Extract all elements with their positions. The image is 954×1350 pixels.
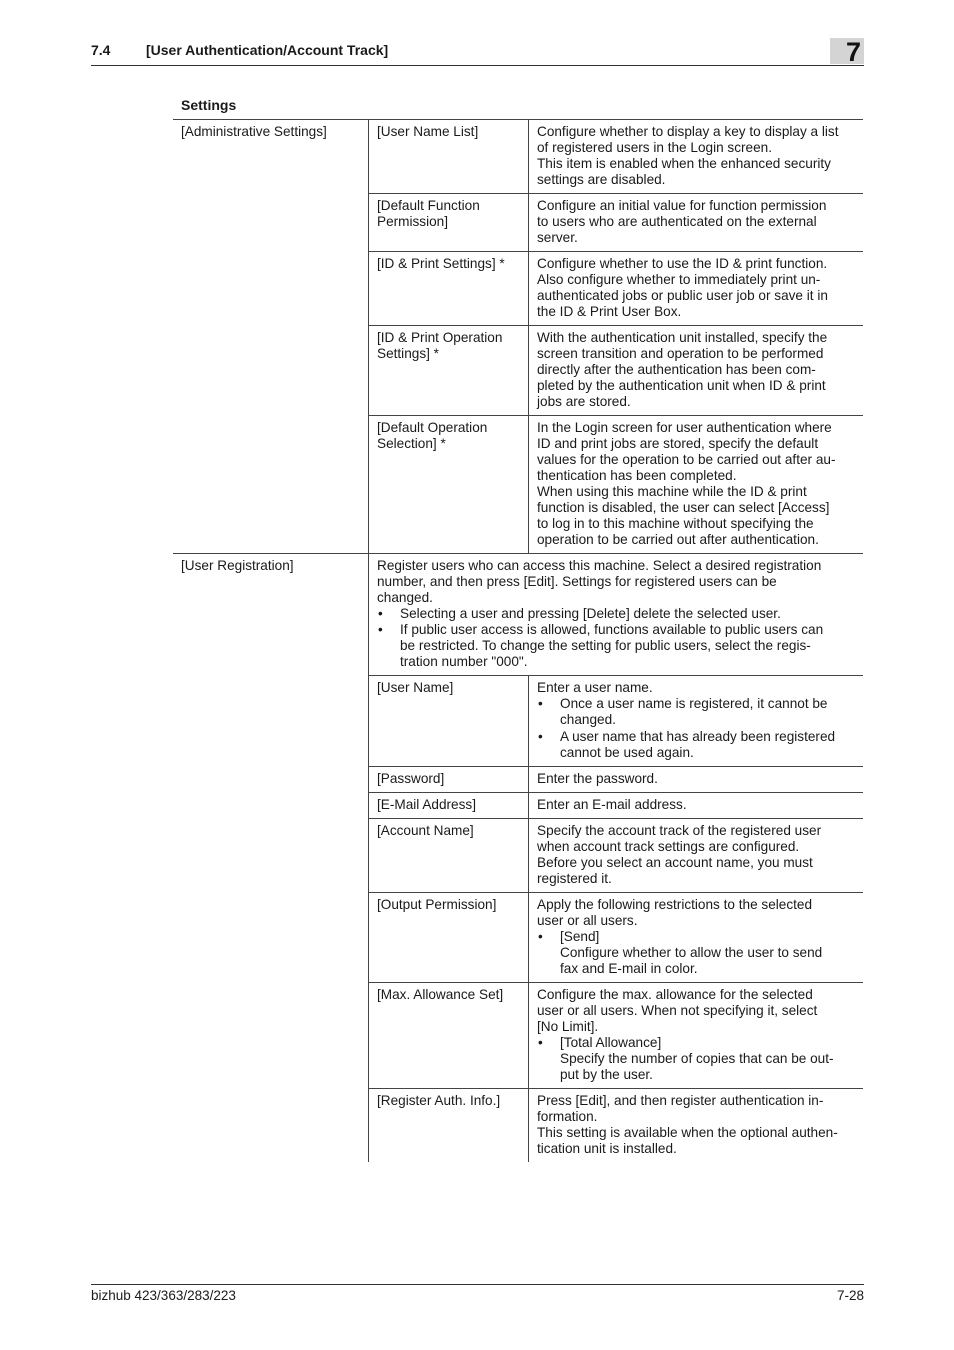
desc-line: server. [537,230,578,245]
bullet-text: • A user name that has already been registered [560,729,836,744]
desc-line: screen transition and operation to be performed [537,346,824,361]
bullet-item [537,729,855,761]
item-label: [User Name List] [377,124,479,139]
item-label: [E-Mail Address] [377,797,476,812]
item-cell [369,793,529,819]
desc-line: In the Login screen for user authentication where [537,420,832,435]
desc-line: thentication has been completed. [537,468,737,483]
item-label: Settings] * [377,346,439,361]
item-cell [369,120,529,194]
bullet-text: changed. [560,712,616,727]
desc-line: values for the operation to be carried out after au- [537,452,836,467]
item-label: [User Name] [377,680,454,695]
desc-line: when account track settings are configured. [537,839,800,854]
desc-line: operation to be carried out after authentication. [537,532,819,547]
chapter-number: 7 [845,37,861,67]
item-cell [369,983,529,1089]
category-label: [User Registration] [181,558,294,573]
description-cell [529,120,864,194]
bullet-text: be restricted. To change the setting for public users, select the regis- [400,638,811,653]
desc-line: Enter a user name. [537,680,653,695]
item-cell [369,326,529,416]
desc-line: to users who are authenticated on the external [537,214,817,229]
desc-line: function is disabled, the user can select [Access] [537,500,830,515]
desc-line: Before you select an account name, you must [537,855,813,870]
desc-line: jobs are stored. [537,394,631,409]
table-row [173,554,863,676]
desc-line: Configure whether to use the ID & print function. [537,256,828,271]
item-label: [Account Name] [377,823,474,838]
item-label: Permission] [377,214,449,229]
description-cell [529,819,864,893]
model-name: bizhub 423/363/283/223 [91,1288,236,1303]
chapter-tab [830,37,864,67]
item-cell [369,252,529,326]
bullet-item [377,606,855,622]
item-label: [Register Auth. Info.] [377,1093,501,1108]
item-cell [369,416,529,554]
sub-text: put by the user. [560,1067,653,1082]
item-label: Selection] * [377,436,446,451]
desc-line: [No Limit]. [537,1019,599,1034]
item-cell [369,767,529,793]
desc-line: This setting is available when the optional authen- [537,1125,838,1140]
desc-line: Apply the following restrictions to the selected [537,897,813,912]
description-cell [529,1089,864,1163]
table-row [173,120,863,194]
desc-line: With the authentication unit installed, specify the [537,330,828,345]
item-cell [369,194,529,252]
sub-text: Configure whether to allow the user to send [560,945,823,960]
item-cell [369,819,529,893]
bullet-text: • Once a user name is registered, it cannot be [560,696,828,711]
desc-line: user or all users. [537,913,638,928]
description-cell [529,983,864,1089]
item-label: [Password] [377,771,445,786]
sub-text: Specify the number of copies that can be out- [560,1051,834,1066]
desc-line: of registered users in the Login screen. [537,140,773,155]
desc-line: directly after the authentication has been com- [537,362,816,377]
description-cell [529,676,864,767]
desc-line: settings are disabled. [537,172,666,187]
desc-line: the ID & Print User Box. [537,304,682,319]
category-cell [173,554,369,1163]
page-footer [91,1284,864,1303]
item-label: [ID & Print Operation [377,330,503,345]
description-cell [369,554,864,676]
desc-line: ID and print jobs are stored, specify the default [537,436,819,451]
desc-line: Enter the password. [537,771,658,786]
bullet-text: [Total Allowance] [560,1035,662,1050]
category-label: [Administrative Settings] [181,124,327,139]
bullet-item [377,622,855,670]
item-label: [Output Permission] [377,897,497,912]
page-header [91,38,864,66]
desc-line: formation. [537,1109,598,1124]
description-cell [529,416,864,554]
desc-line: When using this machine while the ID & print [537,484,807,499]
desc-line: pleted by the authentication unit when ID & print [537,378,826,393]
description-cell [529,767,864,793]
bullet-text: [Send] [560,929,600,944]
page-number: 7-28 [836,1288,864,1303]
bullet-item [537,929,855,945]
desc-line: Register users who can access this machine. Select a desired registration [377,558,822,573]
settings-heading: Settings [181,97,237,113]
item-label: [ID & Print Settings] * [377,256,505,271]
item-label: [Max. Allowance Set] [377,987,504,1002]
description-cell [529,793,864,819]
bullet-text: tration number "000". [400,654,528,669]
desc-line: Press [Edit], and then register authentication in- [537,1093,824,1108]
desc-line: Enter an E-mail address. [537,797,687,812]
desc-line: This item is enabled when the enhanced security [537,156,831,171]
desc-line: number, and then press [Edit]. Settings for registered users can be [377,574,777,589]
desc-line: to log in to this machine without specifying the [537,516,814,531]
section-number: 7.4 [91,42,111,58]
bullet-text: Selecting a user and pressing [Delete] delete the selected user. [400,606,781,621]
bullet-text: cannot be used again. [560,745,694,760]
desc-line: Also configure whether to immediately print un- [537,272,821,287]
description-cell [529,326,864,416]
desc-line: authenticated jobs or public user job or save it in [537,288,828,303]
bullet-item [537,696,855,728]
desc-line: tication unit is installed. [537,1141,677,1156]
desc-line: Configure the max. allowance for the selected [537,987,813,1002]
item-label: [Default Function [377,198,480,213]
item-cell [369,1089,529,1163]
settings-table [173,119,863,1162]
description-cell [529,194,864,252]
item-label: [Default Operation [377,420,488,435]
desc-line: changed. [377,590,433,605]
bullet-text: • If public user access is allowed, functions available to public users can [400,622,824,637]
desc-line: registered it. [537,871,612,886]
bullet-item [537,1035,855,1051]
desc-line: Configure whether to display a key to display a list [537,124,839,139]
description-cell [529,893,864,983]
item-cell [369,676,529,767]
sub-text: fax and E-mail in color. [560,961,698,976]
item-cell [369,893,529,983]
section-title: [User Authentication/Account Track] [146,42,389,58]
desc-line: Configure an initial value for function permission [537,198,827,213]
category-cell [173,120,369,554]
desc-line: user or all users. When not specifying it, select [537,1003,818,1018]
description-cell [529,252,864,326]
desc-line: Specify the account track of the registered user [537,823,822,838]
